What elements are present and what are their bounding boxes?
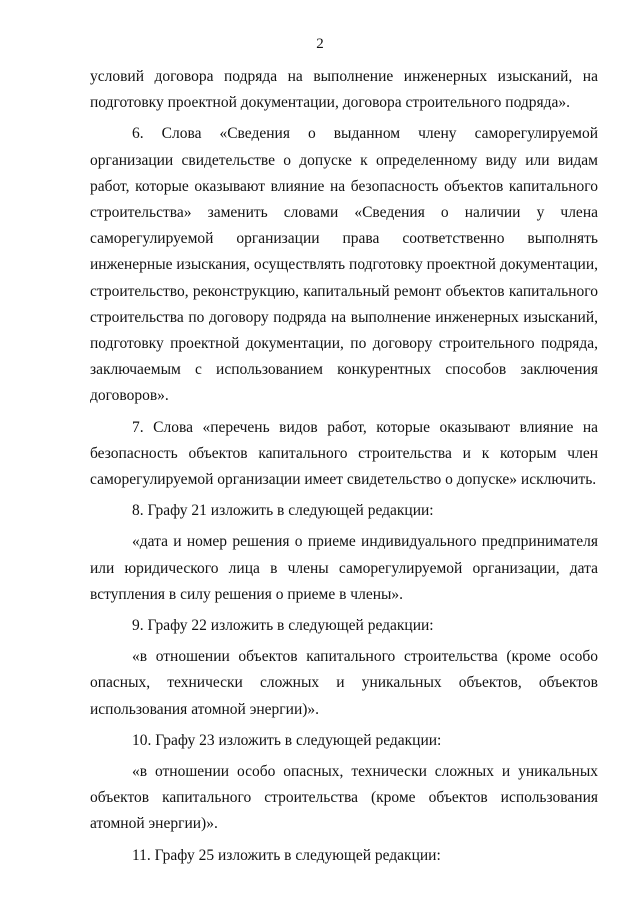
document-body	[90, 64, 598, 869]
paragraph-item-6: 6. Слова «Сведения о выданном члену саморегулируемой организации свидетельстве о допуске к определенному виду или видам работ, которые оказывают влияние на безопасность объектов капитального строительства» заменить словами «Сведения о наличии у члена саморегулируемой организации права соответственно выполнять инженерные изыскания, осуществлять подготовку проектной документации, строительство, реконструкцию, капитальный ремонт объектов капитального строительства по договору подряда на выполнение инженерных изысканий, подготовку проектной документации, по договору строительного подряда, заключаемым с использованием конкурентных способов заключения договоров».	[90, 125, 598, 405]
paragraph-item-9: 9. Графу 22 изложить в следующей редакции:	[132, 617, 434, 635]
paragraph-item-10: 10. Графу 23 изложить в следующей редакции:	[132, 731, 442, 749]
paragraph-item-7: 7. Слова «перечень видов работ, которые оказывают влияние на безопасность объектов капитального строительства и к которым член саморегулируемой организации имеет свидетельство о допуске» исключить.	[90, 418, 598, 489]
paragraph-quote-21: «дата и номер решения о приеме индивидуального предпринимателя или юридического лица в члены саморегулируемой организации, дата вступления в силу решения о приеме в члены».	[90, 533, 598, 603]
page-number: 2	[316, 36, 324, 52]
paragraph-quote-22: «в отношении объектов капитального строительства (кроме особо опасных, технически сложных и уникальных объектов, объектов использования атомной энергии)».	[90, 648, 598, 718]
paragraph-quote-23: «в отношении особо опасных, технически сложных и уникальных объектов капитального строительства (кроме объектов использования атомной энергии)».	[90, 763, 598, 833]
paragraph-item-11: 11. Графу 25 изложить в следующей редакции:	[132, 846, 441, 864]
paragraph-continuation: условий договора подряда на выполнение инженерных изысканий, на подготовку проектной документации, договора строительного подряда».	[90, 68, 598, 112]
paragraph-item-8: 8. Графу 21 изложить в следующей редакции:	[132, 502, 434, 520]
